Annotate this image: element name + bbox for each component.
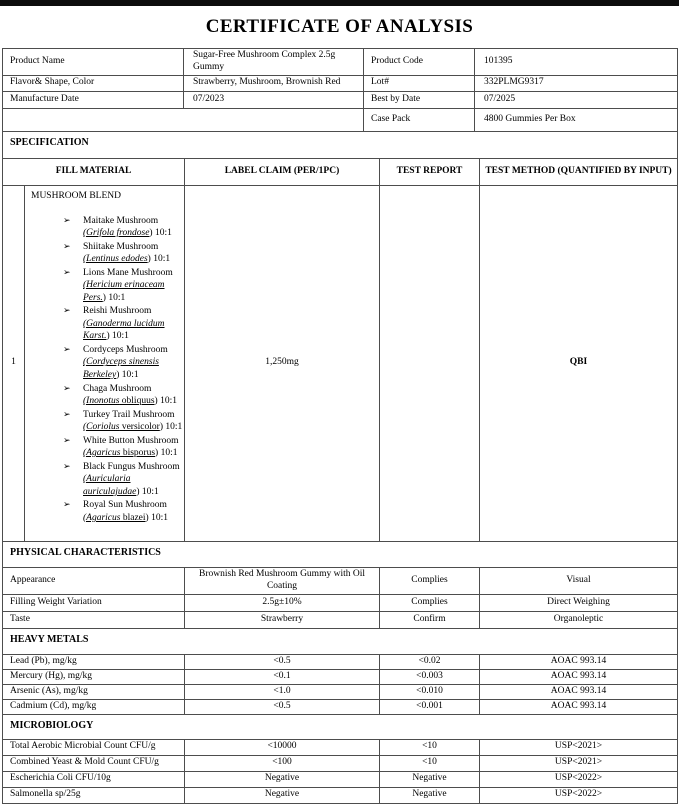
- row-number-cell: 1: [3, 185, 25, 541]
- info-value-cell: 332PLMG9317: [475, 75, 678, 91]
- table-row: [3, 787, 678, 803]
- section-band-specification: SPECIFICATION: [3, 131, 678, 158]
- info-value-cell: Sugar-Free Mushroom Complex 2.5g Gummy: [184, 49, 364, 76]
- arrow-bullet-icon: ➢: [63, 305, 71, 316]
- arrow-bullet-icon: ➢: [63, 499, 71, 510]
- mushroom-latin-name: (Coriolus: [83, 422, 120, 433]
- mushroom-ratio: ) 10:1: [149, 228, 172, 239]
- table-row: [3, 567, 678, 594]
- info-label-cell: Product Code: [364, 49, 475, 76]
- mushroom-list-item: [63, 344, 185, 382]
- info-value-cell: Strawberry, Mushroom, Brownish Red: [184, 75, 364, 91]
- mushroom-name: Shiitake Mushroom: [83, 241, 159, 252]
- table-row: [3, 541, 678, 567]
- mushroom-latin-name-plain: blazei: [120, 512, 146, 523]
- arrow-bullet-icon: ➢: [63, 214, 71, 225]
- table-row: [3, 684, 678, 699]
- arrow-bullet-icon: ➢: [63, 460, 71, 471]
- label-claim-cell: <10000: [185, 739, 380, 755]
- mushroom-ratio: ) 10:1: [159, 422, 183, 433]
- label-claim-cell: 2.5g±10%: [185, 594, 380, 611]
- product-info-table: [2, 48, 678, 132]
- mushroom-latin-name: (Cordyceps sinensis Berkeley: [83, 357, 159, 380]
- mushroom-list-item: [63, 409, 185, 434]
- mushroom-name: Reishi Mushroom: [83, 306, 152, 317]
- microbiology-rows: [3, 739, 678, 803]
- table-row: [3, 75, 678, 91]
- row-label-cell: Filling Weight Variation: [3, 594, 185, 611]
- spec-header-row: [3, 158, 678, 185]
- info-label-cell: Best by Date: [364, 91, 475, 108]
- test-report-cell: <10: [380, 739, 480, 755]
- mushroom-latin-name: (Ganoderma lucidum Karst.: [83, 318, 165, 342]
- mushroom-list-item: [63, 461, 185, 499]
- tables-container: [0, 48, 679, 804]
- mushroom-latin-name: (Agaricus: [83, 448, 121, 459]
- test-method-cell: AOAC 993.14: [480, 684, 678, 699]
- arrow-bullet-icon: ➢: [63, 343, 71, 354]
- heavy-metal-rows: [3, 654, 678, 714]
- mushroom-ratio: ) 10:1: [155, 448, 178, 459]
- table-row: [3, 714, 678, 739]
- table-row: [3, 654, 678, 669]
- label-claim-cell: <1.0: [185, 684, 380, 699]
- test-method-cell: Visual: [480, 567, 678, 594]
- info-label-cell: Flavor& Shape, Color: [3, 75, 184, 91]
- table-row: [3, 755, 678, 771]
- mushroom-latin-name: (Lentinus edodes: [83, 254, 148, 265]
- empty-cell: [3, 108, 364, 131]
- mushroom-latin-name-plain: versicolor: [119, 422, 160, 433]
- test-report-cell: <0.02: [380, 654, 480, 669]
- section-band-microbiology: MICROBIOLOGY: [3, 714, 678, 739]
- test-method-cell: USP<2021>: [480, 739, 678, 755]
- test-method-cell: Organoleptic: [480, 611, 678, 628]
- mushroom-ratio: ) 10:1: [102, 292, 126, 303]
- info-label-cell: Lot#: [364, 75, 475, 91]
- label-claim-cell: Negative: [185, 787, 380, 803]
- mushroom-name: Chaga Mushroom: [83, 383, 152, 394]
- mushroom-list-item: [63, 383, 185, 408]
- mushroom-latin-name: (Grifola frondose: [83, 228, 150, 239]
- test-report-cell: Complies: [380, 594, 480, 611]
- mushroom-name: Maitake Mushroom: [83, 215, 159, 226]
- row-label-cell: Arsenic (As), mg/kg: [3, 684, 185, 699]
- mushroom-name: Cordyceps Mushroom: [83, 344, 168, 355]
- test-method-cell: Direct Weighing: [480, 594, 678, 611]
- mushroom-ratio: ) 10:1: [145, 512, 168, 523]
- info-value-cell: 101395: [475, 49, 678, 76]
- test-method-cell: AOAC 993.14: [480, 654, 678, 669]
- blend-title: MUSHROOM BLEND: [31, 190, 121, 201]
- table-row: [3, 771, 678, 787]
- test-method-cell: QBI: [480, 185, 678, 541]
- test-method-cell: AOAC 993.14: [480, 699, 678, 714]
- row-label-cell: Escherichia Coli CFU/10g: [3, 771, 185, 787]
- arrow-bullet-icon: ➢: [63, 382, 71, 393]
- table-row: [3, 699, 678, 714]
- mushroom-ratio: ) 10:1: [136, 486, 159, 497]
- table-row: [3, 91, 678, 108]
- mushroom-name: Black Fungus Mushroom: [83, 461, 180, 472]
- column-header-label-claim: LABEL CLAIM (PER/1PC): [185, 158, 380, 185]
- label-claim-cell: Strawberry: [185, 611, 380, 628]
- mushroom-list: [31, 215, 181, 525]
- mushroom-list-item: [63, 241, 185, 266]
- table-row: [3, 108, 678, 131]
- mushroom-latin-name-plain: obliquus: [119, 396, 155, 407]
- fill-material-cell: [25, 185, 185, 541]
- table-row: [3, 669, 678, 684]
- row-label-cell: Combined Yeast & Mold Count CFU/g: [3, 755, 185, 771]
- info-value-cell: 4800 Gummies Per Box: [475, 108, 678, 131]
- row-label-cell: Mercury (Hg), mg/kg: [3, 669, 185, 684]
- title-block: [0, 6, 679, 48]
- mushroom-ratio: ) 10:1: [106, 331, 129, 342]
- arrow-bullet-icon: ➢: [63, 240, 71, 251]
- test-method-cell: USP<2021>: [480, 755, 678, 771]
- mushroom-latin-name-plain: bisporus: [120, 448, 156, 459]
- test-report-cell: [380, 185, 480, 541]
- test-method-cell: USP<2022>: [480, 771, 678, 787]
- row-label-cell: Total Aerobic Microbial Count CFU/g: [3, 739, 185, 755]
- mushroom-list-item: [63, 435, 185, 460]
- info-label-cell: Case Pack: [364, 108, 475, 131]
- mushroom-latin-name: (Inonotus: [83, 396, 120, 407]
- label-claim-cell: <0.1: [185, 669, 380, 684]
- mushroom-list-item: [63, 499, 185, 524]
- section-band-heavy-metals: HEAVY METALS: [3, 628, 678, 654]
- table-row: [3, 131, 678, 158]
- arrow-bullet-icon: ➢: [63, 408, 71, 419]
- table-row: [3, 739, 678, 755]
- column-header-test-report: TEST REPORT: [380, 158, 480, 185]
- mushroom-ratio: ) 10:1: [154, 396, 177, 407]
- row-label-cell: Cadmium (Cd), mg/kg: [3, 699, 185, 714]
- table-row: [3, 611, 678, 628]
- row-label-cell: Lead (Pb), mg/kg: [3, 654, 185, 669]
- row-label-cell: Appearance: [3, 567, 185, 594]
- test-method-cell: AOAC 993.14: [480, 669, 678, 684]
- mushroom-ratio: ) 10:1: [116, 370, 139, 380]
- label-claim-cell: 1,250mg: [185, 185, 380, 541]
- mushroom-list-item: [63, 305, 185, 343]
- info-label-cell: Manufacture Date: [3, 91, 184, 108]
- column-header-fill-material: FILL MATERIAL: [3, 158, 185, 185]
- column-header-test-method: TEST METHOD (QUANTIFIED BY INPUT): [480, 158, 678, 185]
- info-value-cell: 07/2025: [475, 91, 678, 108]
- mushroom-latin-name: (Auricularia auriculajudae: [83, 474, 137, 497]
- mushroom-name: Royal Sun Mushroom: [83, 500, 167, 511]
- mushroom-list-item: [63, 267, 185, 305]
- info-value-cell: 07/2023: [184, 91, 364, 108]
- table-row: [3, 49, 678, 76]
- test-report-cell: Complies: [380, 567, 480, 594]
- mushroom-ratio: ) 10:1: [147, 254, 171, 265]
- label-claim-cell: <0.5: [185, 654, 380, 669]
- mushroom-list-item: [63, 215, 185, 240]
- test-report-cell: <10: [380, 755, 480, 771]
- mushroom-name: Lions Mane Mushroom: [83, 267, 173, 278]
- row-label-cell: Salmonella sp/25g: [3, 787, 185, 803]
- test-report-cell: Confirm: [380, 611, 480, 628]
- mushroom-name: White Button Mushroom: [83, 435, 179, 446]
- label-claim-cell: Brownish Red Mushroom Gummy with Oil Coating: [185, 567, 380, 594]
- label-claim-cell: <0.5: [185, 699, 380, 714]
- physical-rows: [3, 567, 678, 628]
- mushroom-name: Turkey Trail Mushroom: [83, 409, 175, 420]
- mushroom-latin-name: (Hericium erinaceam Pers.: [83, 280, 165, 303]
- arrow-bullet-icon: ➢: [63, 434, 71, 445]
- test-report-cell: <0.010: [380, 684, 480, 699]
- test-report-cell: Negative: [380, 771, 480, 787]
- row-label-cell: Taste: [3, 611, 185, 628]
- mushroom-blend-row: [3, 185, 678, 541]
- analysis-table: [2, 131, 678, 804]
- test-method-cell: USP<2022>: [480, 787, 678, 803]
- label-claim-cell: Negative: [185, 771, 380, 787]
- test-report-cell: Negative: [380, 787, 480, 803]
- info-label-cell: Product Name: [3, 49, 184, 76]
- section-band-physical: PHYSICAL CHARACTERISTICS: [3, 541, 678, 567]
- table-row: [3, 594, 678, 611]
- document-title: CERTIFICATE OF ANALYSIS: [205, 16, 474, 37]
- table-row: [3, 628, 678, 654]
- mushroom-latin-name: (Agaricus: [83, 512, 121, 523]
- label-claim-cell: <100: [185, 755, 380, 771]
- test-report-cell: <0.001: [380, 699, 480, 714]
- test-report-cell: <0.003: [380, 669, 480, 684]
- arrow-bullet-icon: ➢: [63, 266, 71, 277]
